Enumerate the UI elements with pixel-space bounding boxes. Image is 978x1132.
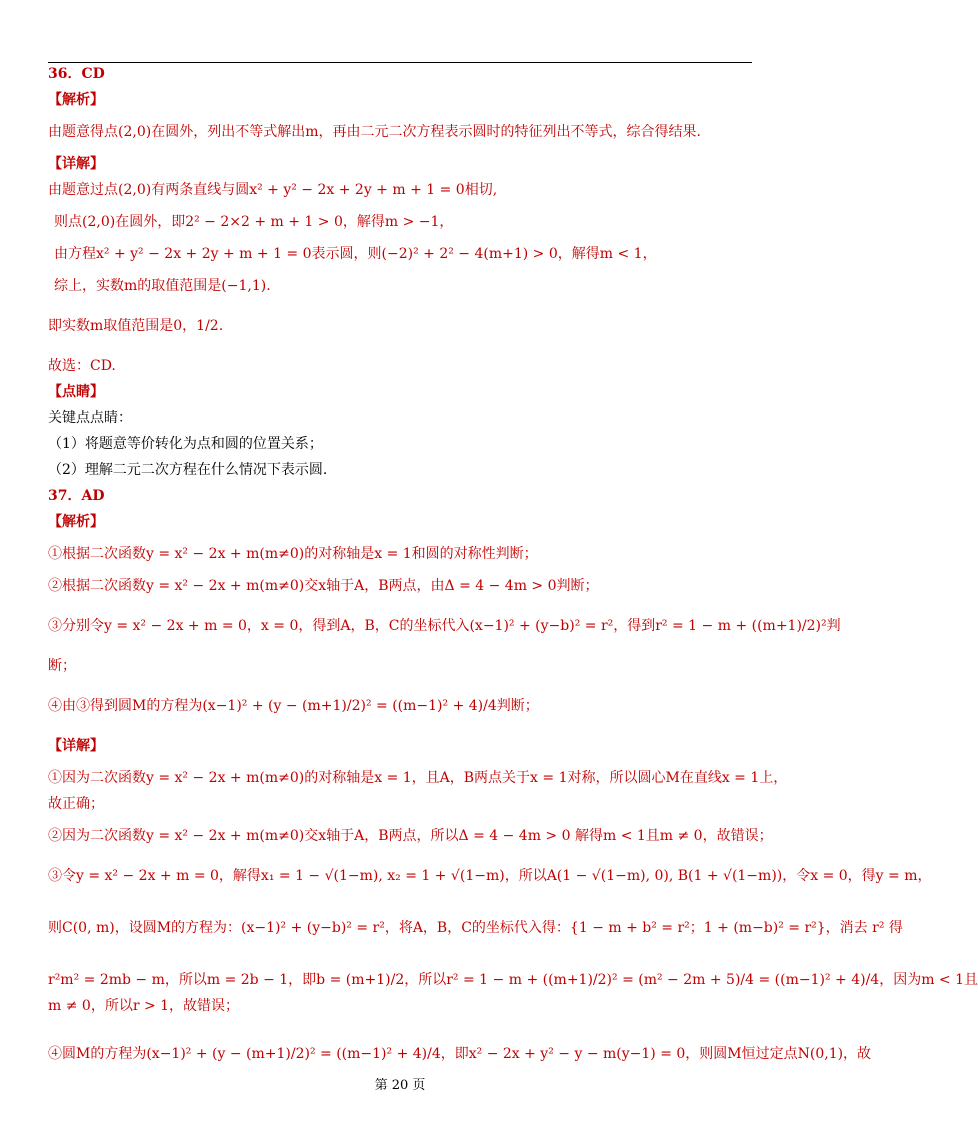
document-body <box>48 64 978 1064</box>
q36-dianjing-label: 【点睛】 <box>48 384 104 400</box>
q37-xiangjie-5: 则C(0, m)，设圆M的方程为：(x−1)² + (y−b)² = r²，将A，B，C的坐标代入得：{1 − m + b² = r²；1 + (m−b)² = r²}，消去 r² 得 <box>48 920 903 936</box>
q37-jiexi-1: ①根据二次函数y = x² − 2x + m(m≠0)的对称轴是x = 1和圆的对称性判断； <box>48 546 538 562</box>
q36-dianjing-2: （1）将题意等价转化为点和圆的位置关系； <box>48 436 323 452</box>
q37-jiexi-4: 断； <box>48 658 76 674</box>
q36-line-5: 即实数m取值范围是0，1/2. <box>48 318 224 334</box>
q36-jiexi-text: 由题意得点(2,0)在圆外，列出不等式解出m，再由二元二次方程表示圆时的特征列出不等式，综合得结果. <box>48 124 701 140</box>
q36-number: 36．CD <box>48 66 105 82</box>
page-footer: 第 20 页 <box>374 1078 426 1093</box>
q37-jiexi-2: ②根据二次函数y = x² − 2x + m(m≠0)交x轴于A，B两点，由Δ = 4 − 4m > 0判断； <box>48 578 599 594</box>
q36-dianjing-3: （2）理解二元二次方程在什么情况下表示圆. <box>48 462 328 478</box>
q36-line-3: 由方程x² + y² − 2x + 2y + m + 1 = 0表示圆，则(−2)² + 2² − 4(m+1) > 0，解得m < 1， <box>54 246 657 262</box>
q36-line-1: 由题意过点(2,0)有两条直线与圆x² + y² − 2x + 2y + m + 1 = 0相切, <box>48 182 498 198</box>
q36-line-4: 综上，实数m的取值范围是(−1,1). <box>54 278 271 294</box>
q37-jiexi-5: ④由③得到圆M的方程为(x−1)² + (y − (m+1)/2)² = ((m−1)² + 4)/4判断； <box>48 698 539 714</box>
q37-xiangjie-2: 故正确； <box>48 796 104 812</box>
q36-dianjing-1: 关键点点睛： <box>48 410 132 426</box>
q37-number: 37．AD <box>48 488 105 504</box>
q36-jiexi-label: 【解析】 <box>48 92 104 108</box>
q37-xiangjie-1: ①因为二次函数y = x² − 2x + m(m≠0)的对称轴是x = 1，且A，B两点关于x = 1对称，所以圆心M在直线x = 1上， <box>48 770 788 786</box>
q37-jiexi-label: 【解析】 <box>48 514 104 530</box>
q36-line-6: 故选：CD. <box>48 358 116 374</box>
q37-xiangjie-8: ④圆M的方程为(x−1)² + (y − (m+1)/2)² = ((m−1)² + 4)/4，即x² − 2x + y² − y − m(y−1) = 0，则圆M恒过定点N(0,1)，故 <box>48 1046 872 1062</box>
q37-jiexi-3: ③分别令y = x² − 2x + m = 0，x = 0，得到A，B，C的坐标代入(x−1)² + (y−b)² = r²，得到r² = 1 − m + ((m+1)/2)²判 <box>48 618 841 634</box>
q36-line-2: 则点(2,0)在圆外，即2² − 2×2 + m + 1 > 0，解得m > −1， <box>54 214 454 230</box>
q36-xiangjie-label: 【详解】 <box>48 156 104 172</box>
q37-xiangjie-4: ③令y = x² − 2x + m = 0，解得x₁ = 1 − √(1−m), x₂ = 1 + √(1−m)，所以A(1 − √(1−m), 0), B(1 + √(1−m))，令x = 0，得y = m， <box>48 868 932 884</box>
q37-xiangjie-6: r²m² = 2mb − m，所以m = 2b − 1，即b = (m+1)/2，所以r² = 1 − m + ((m+1)/2)² = (m² − 2m + 5)/4 = ((m−1)² + 4)/4，因为m < 1且 <box>48 972 978 988</box>
q37-xiangjie-3: ②因为二次函数y = x² − 2x + m(m≠0)交x轴于A，B两点，所以Δ = 4 − 4m > 0 解得m < 1且m ≠ 0，故错误； <box>48 828 773 844</box>
top-rule <box>48 62 752 63</box>
q37-xiangjie-7: m ≠ 0，所以r > 1，故错误； <box>48 998 240 1014</box>
q37-xiangjie-label: 【详解】 <box>48 738 104 754</box>
